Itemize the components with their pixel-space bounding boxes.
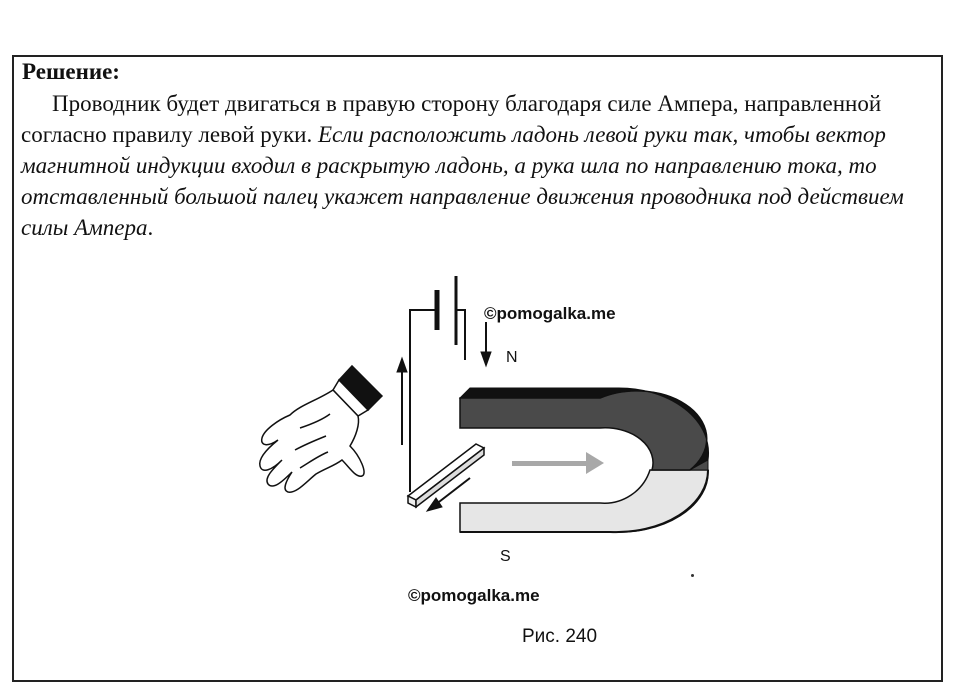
figure-magnet-conductor (240, 265, 720, 600)
magnet-south-arm (460, 470, 708, 532)
left-hand-rule-text: Если расположить ладонь левой руки так, чтобы вектор магнитной индукции входил в раскрытую ладонь, а рука шла по направлению тока, то отставленный большой палец укажет направление движения проводника под действием силы Ампера (21, 122, 904, 240)
solution-heading: Решение: (22, 59, 120, 84)
pole-north-label: N (506, 349, 518, 366)
current-arrow-down (481, 322, 491, 366)
solution-text-end: . (147, 215, 154, 240)
current-arrow-up (397, 358, 407, 445)
watermark-top: ©pomogalka.me (484, 304, 616, 323)
pole-south-label: S (500, 548, 511, 565)
solution-text-plain: Проводник будет двигаться в правую сторону благодаря силе Ампера, направленной согласно правилу левой руки. (21, 91, 882, 147)
figure-caption: Рис. 240 (522, 626, 598, 647)
magnet-north-arm (460, 388, 709, 470)
stray-dot (691, 574, 694, 577)
solution-text (21, 88, 921, 243)
left-hand-icon (260, 366, 382, 492)
watermark-bottom: ©pomogalka.me (408, 586, 540, 605)
ampere-force-arrow (512, 452, 604, 474)
